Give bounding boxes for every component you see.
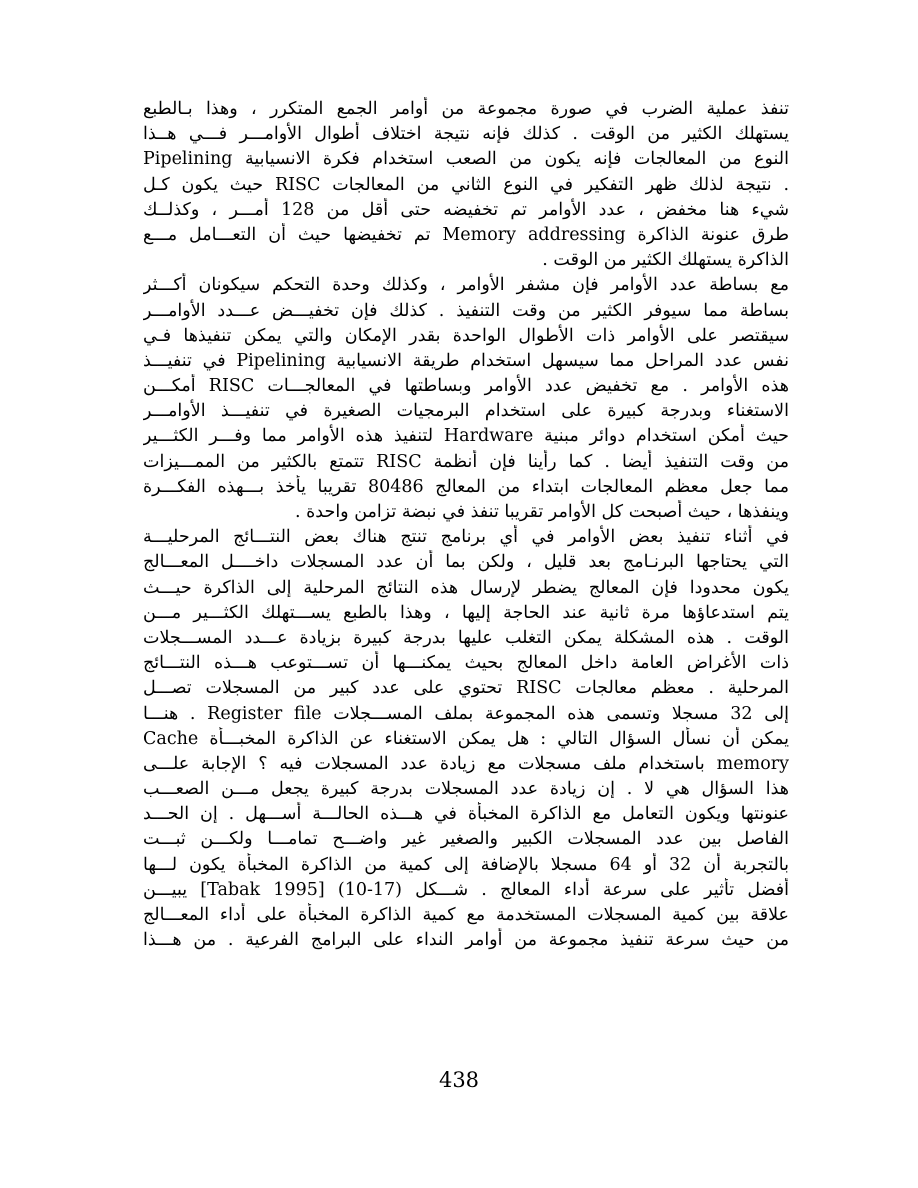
- text-line: هذا السؤال هي لا . إن زيادة عدد المسجلات بدرجة كبيرة يجعل مـــن الصعـــب: [143, 779, 789, 800]
- text-line: سيقتصر على الأوامر ذات الأطوال الواحدة بقدر الإمكان والتي يمكن تنفيذها فـي: [143, 325, 789, 346]
- text-line: الفاصل بين عدد المسجلات الكبير والصغير غير واضـــح تمامـــا ولكـــن ثبـــت: [143, 829, 789, 850]
- text-line: وينفذها ، حيث أصبحت كل الأوامر تقريبا تنفذ في نبضة تزامن واحدة .: [295, 502, 789, 522]
- text-line: أفضل تأثير على سرعة أداء المعالج . شـــكل (17-10) [Tabak 1995] يبيـــن: [143, 879, 789, 900]
- text-line: مما جعل معظم المعالجات ابتداء من المعالج 80486 تقريبا يأخذ بـــهذه الفكـــرة: [143, 476, 789, 497]
- text-line: في أثناء تنفيذ بعض الأوامر في أي برنامج تنتج هناك بعض النتـــائج المرحليـــة: [143, 527, 789, 548]
- text-line: الوقت . هذه المشكلة يمكن التغلب عليها بدرجة كبيرة بزيادة عـــدد المســـجلات: [143, 627, 789, 648]
- text-line: يستهلك الكثير من الوقت . كذلك فإنه نتيجة اختلاف أطوال الأوامـــر فـــي هــذا: [143, 124, 789, 145]
- text-line: حيث أمكن استخدام دوائر مبنية Hardware لتنفيذ هذه الأوامر مما وفـــر الكثـــير: [143, 426, 789, 447]
- text-line: . نتيجة لذلك ظهر التفكير في النوع الثاني من المعالجات RISC حيث يكون كـل: [143, 174, 789, 195]
- text-line: من حيث سرعة تنفيذ مجموعة من أوامر النداء على البرامج الفرعية . من هـــذا: [143, 930, 789, 951]
- text-line: memory باستخدام ملف مسجلات مع زيادة عدد المسجلات فيه ؟ الإجابة علـــى: [143, 753, 789, 774]
- text-line: نفس عدد المراحل مما سيسهل استخدام طريقة الانسيابية Pipelining في تنفيـــذ: [143, 350, 789, 371]
- text-line: النوع من المعالجات فإنه يكون من الصعب استخدام فكرة الانسيابية Pipelining: [143, 149, 789, 170]
- text-line: الذاكرة يستهلك الكثير من الوقت .: [542, 250, 789, 271]
- paragraph-2: [143, 273, 789, 525]
- text-line: عنونتها ويكون التعامل مع الذاكرة المخبأة في هـــذه الحالـــة أســـهل . إن الحـــد: [143, 804, 789, 825]
- text-line: يمكن أن نسأل السؤال التالي : هل يمكن الاستغناء عن الذاكرة المخبـــأة Cache: [143, 728, 789, 749]
- text-line: إلى 32 مسجلا وتسمى هذه المجموعة بملف المســـجلات Register file . هنـــا: [143, 703, 789, 724]
- text-line: بالتجربة أن 32 أو 64 مسجلا بالإضافة إلى كمية من الذاكرة المخبأة يكون لـــها: [143, 854, 789, 875]
- text-line: بساطة مما سيوفر الكثير من وقت التنفيذ . كذلك فإن تخفيـــض عـــدد الأوامـــر: [143, 300, 789, 321]
- text-line: يتم استدعاؤها مرة ثانية عند الحاجة إليها ، وهذا بالطبع يســـتهلك الكثـــير مـــن: [143, 602, 789, 623]
- paragraph-1: [143, 97, 789, 273]
- text-line: الاستغناء وبدرجة كبيرة على استخدام البرمجيات الصغيرة في تنفيـــذ الأوامـــر: [143, 401, 789, 422]
- page-number: 438: [438, 1068, 480, 1092]
- text-line: طرق عنونة الذاكرة Memory addressing تم تخفيضها حيث أن التعـــامل مـــع: [143, 224, 789, 245]
- text-line: هذه الأوامر . مع تخفيض عدد الأوامر وبساطتها في المعالجـــات RISC أمكـــن: [143, 376, 789, 397]
- page-body: [143, 97, 789, 953]
- text-line: شيء هنا مخفض ، عدد الأوامر تم تخفيضه حتى أقل من 128 أمـــر ، وكذلــك: [143, 199, 789, 220]
- text-line: التي يحتاجها البرنـامج بعد قليل ، ولكن بما أن عدد المسجلات داخــــل المعـــالج: [143, 552, 789, 573]
- text-line: مع بساطة عدد الأوامر فإن مشفر الأوامر ، وكذلك وحدة التحكم سيكونان أكـــثر: [143, 275, 789, 296]
- text-line: يكون محدودا فإن المعالج يضطر لإرسال هذه النتائج المرحلية إلى الذاكرة حيـــث: [143, 577, 789, 598]
- text-line: المرحلية . معظم معالجات RISC تحتوي على عدد كبير من المسجلات تصـــل: [143, 678, 789, 699]
- text-line: تنفذ عملية الضرب في صورة مجموعة من أوامر الجمع المتكرر ، وهذا بـالطبع: [143, 99, 789, 119]
- paragraph-3: [143, 525, 789, 953]
- text-line: علاقة بين كمية المسجلات المستخدمة مع كمية الذاكرة المخبأة على أداء المعـــالج: [143, 905, 789, 925]
- text-line: من وقت التنفيذ أيضا . كما رأينا فإن أنظمة RISC تتمتع بالكثير من الممـــيزات: [143, 451, 789, 472]
- text-line: ذات الأغراض العامة داخل المعالج بحيث يمكنـــها أن تســـتوعب هـــذه النتـــائج: [143, 653, 789, 674]
